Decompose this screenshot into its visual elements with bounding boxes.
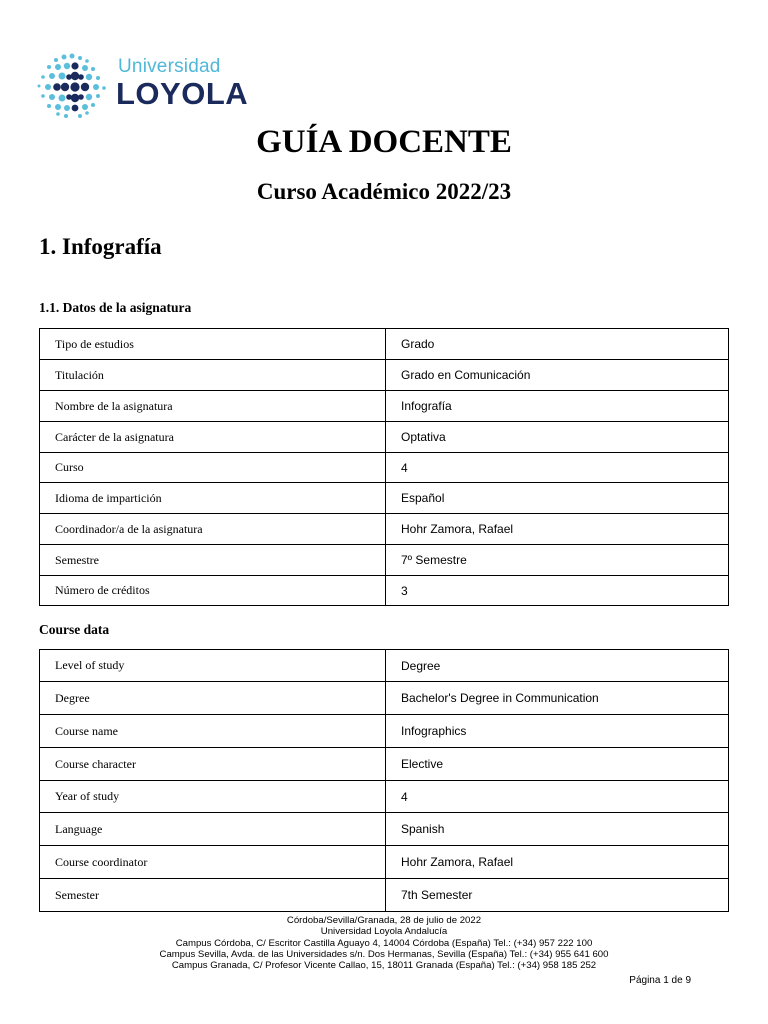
- document-title: GUÍA DOCENTE: [256, 124, 512, 160]
- row-value: 4: [386, 453, 729, 483]
- row-value: 3: [386, 576, 729, 606]
- course-heading: 1. Infografía: [39, 234, 162, 259]
- logo-text-loyola: LOYOLA: [116, 76, 249, 111]
- table-row: [40, 846, 729, 879]
- row-label: Semester: [40, 879, 386, 912]
- table-row: [40, 422, 729, 453]
- row-value: 7th Semester: [386, 879, 729, 912]
- logo-text-universidad: Universidad: [118, 56, 221, 77]
- table-row: [40, 715, 729, 748]
- row-value: Infographics: [386, 715, 729, 748]
- footer-line: Universidad Loyola Andalucía: [320, 926, 448, 938]
- row-label: Semestre: [40, 545, 386, 576]
- table-row: [40, 329, 729, 360]
- footer-line: Campus Sevilla, Avda. de las Universidades s/n. Dos Hermanas, Sevilla (España) Tel.: (+34) 955 641 600: [159, 948, 609, 960]
- row-value: 7º Semestre: [386, 545, 729, 576]
- table-row: [40, 879, 729, 912]
- row-label: Year of study: [40, 781, 386, 813]
- row-label: Course character: [40, 748, 386, 781]
- page-number: Página 1 de 9: [629, 975, 691, 986]
- row-value: Spanish: [386, 813, 729, 846]
- row-value: Infografía: [386, 391, 729, 422]
- row-label: Course coordinator: [40, 846, 386, 879]
- section-heading-course-data-es: 1.1. Datos de la asignatura: [39, 300, 192, 315]
- table-row: [40, 576, 729, 606]
- table-row: [40, 748, 729, 781]
- row-value: Hohr Zamora, Rafael: [386, 514, 729, 545]
- row-label: Degree: [40, 682, 386, 715]
- footer-line: Córdoba/Sevilla/Granada, 28 de julio de 2022: [286, 915, 482, 926]
- row-value: Español: [386, 483, 729, 514]
- row-label: Level of study: [40, 650, 386, 682]
- row-label: Coordinador/a de la asignatura: [40, 514, 386, 545]
- row-label: Course name: [40, 715, 386, 748]
- row-label: Curso: [40, 453, 386, 483]
- table-row: [40, 545, 729, 576]
- table-row: [40, 650, 729, 682]
- table-row: [40, 391, 729, 422]
- row-value: 4: [386, 781, 729, 813]
- row-value: Grado: [386, 329, 729, 360]
- row-value: Elective: [386, 748, 729, 781]
- row-label: Nombre de la asignatura: [40, 391, 386, 422]
- row-label: Carácter de la asignatura: [40, 422, 386, 453]
- table-row: [40, 682, 729, 715]
- section-heading-course-data-en: Course data: [39, 622, 110, 637]
- table-row: [40, 514, 729, 545]
- row-value: Degree: [386, 650, 729, 682]
- footer-line: Campus Córdoba, C/ Escritor Castilla Aguayo 4, 14004 Córdoba (España) Tel.: (+34) 957 222 100: [175, 937, 593, 949]
- table-row: [40, 781, 729, 813]
- row-label: Idioma de impartición: [40, 483, 386, 514]
- course-data-table-es: [39, 328, 729, 606]
- university-logo: [34, 50, 274, 120]
- row-value: Hohr Zamora, Rafael: [386, 846, 729, 879]
- row-label: Language: [40, 813, 386, 846]
- row-value: Bachelor's Degree in Communication: [386, 682, 729, 715]
- logo-dots-icon: [34, 50, 112, 120]
- row-label: Titulación: [40, 360, 386, 391]
- row-value: Grado en Comunicación: [386, 360, 729, 391]
- academic-year-subtitle: Curso Académico 2022/23: [256, 179, 512, 204]
- table-row: [40, 483, 729, 514]
- row-value: Optativa: [386, 422, 729, 453]
- course-data-table-en: [39, 649, 729, 912]
- page-footer: [0, 915, 768, 971]
- row-label: Número de créditos: [40, 576, 386, 606]
- row-label: Tipo de estudios: [40, 329, 386, 360]
- table-row: [40, 813, 729, 846]
- table-row: [40, 360, 729, 391]
- footer-line: Campus Granada, C/ Profesor Vicente Callao, 15, 18011 Granada (España) Tel.: (+34) 958 185 252: [171, 960, 597, 972]
- table-row: [40, 453, 729, 483]
